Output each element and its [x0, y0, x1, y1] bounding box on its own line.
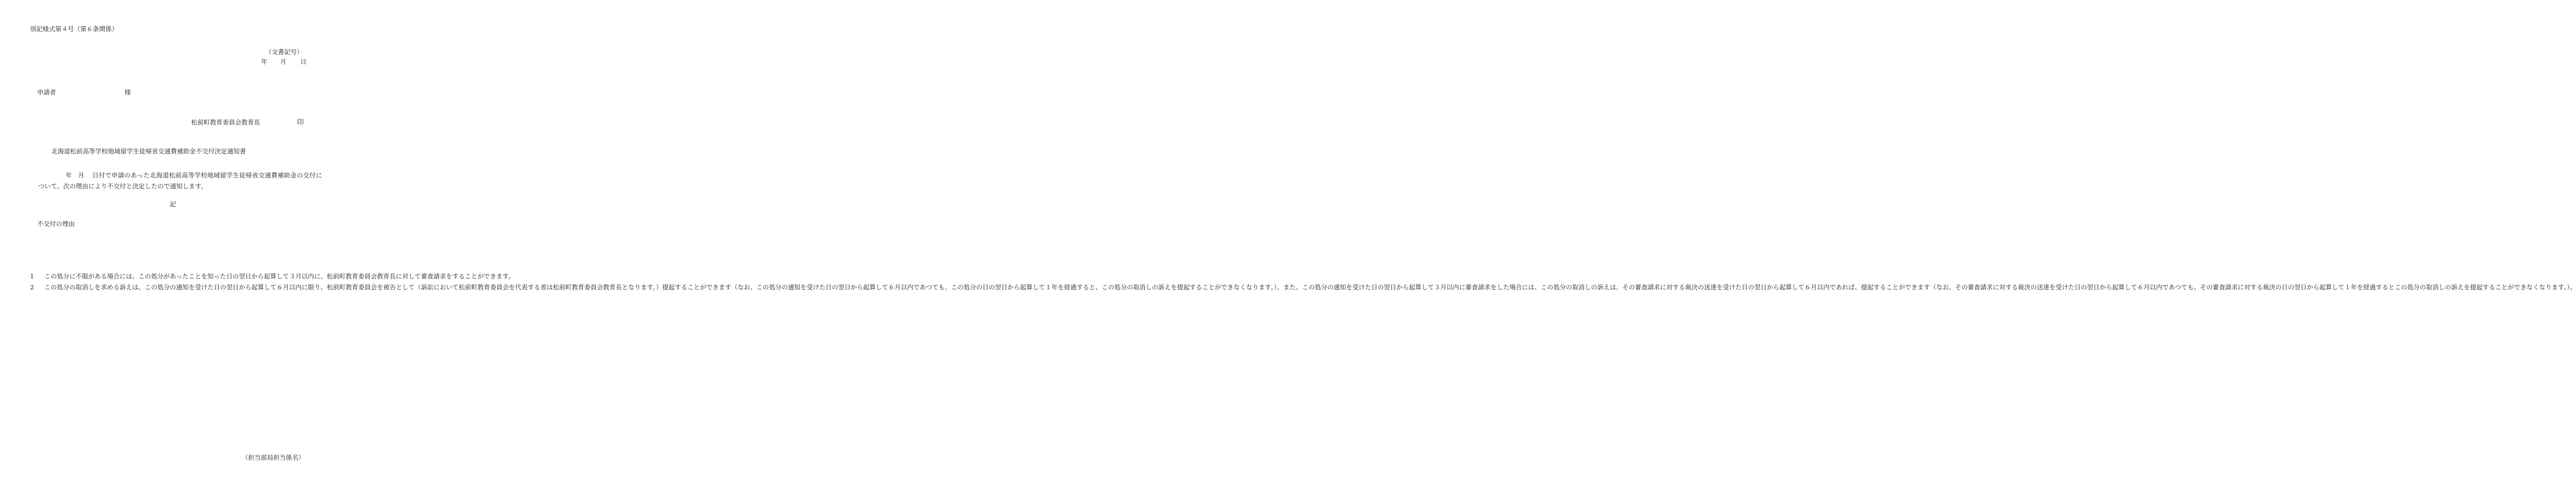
recipient-label: 申請者	[37, 88, 56, 96]
date-year: 年	[261, 58, 268, 66]
notes-list	[30, 271, 2576, 293]
note-number: 1	[30, 272, 34, 280]
note-number: 2	[30, 283, 34, 291]
note-item	[30, 271, 515, 282]
document-number: （文書記号）	[265, 48, 303, 56]
document-title: 北海道松前高等学校地域留学生徒帰省交通費補助金不交付決定通知書	[51, 147, 246, 155]
note-text: この処分の取消しを求める訴えは、この処分の通知を受けた日の翌日から起算して６月以内に限り、松前町教育委員会を被告として（訴訟において松前町教育委員会を代表する者は松前町教育委員会教育長となります。）提起することができます（なお、この処分の通知を受けた日の翌日から起算して６月以内であつても、この処分の日の翌日から起算して１年を経過すると、この処分の取消しの訴えを提起することができなくなります。）。また、この処分の通知を受けた日の翌日から起算して３月以内に審査請求をした場合には、この処分の取消しの訴えは、その審査請求に対する裁決の送達を受けた日の翌日から起算して６月以内であれば、提起することができます（なお、その審査請求に対する裁決の送達を受けた日の翌日から起算して６月以内であつても、その審査請求に対する裁決の日の翌日から起算して１年を経過するとこの処分の取消しの訴えを提起することができなくなります。）。	[44, 283, 2576, 291]
body-text: 日付で申請のあった北海道松前高等学校地域留学生徒帰省交通費補助金の交付について、次の理由により不交付と決定したので通知します。	[38, 171, 322, 190]
recipient-honorific: 様	[124, 88, 131, 96]
department-name: （担当部局担当係名）	[242, 454, 305, 461]
note-item	[30, 282, 2576, 293]
body-month: 月	[78, 171, 85, 179]
note-text: この処分に不服がある場合には、この処分があったことを知った日の翌日から起算して３月以内に、松前町教育委員会教育長に対して審査請求をすることができます。	[44, 272, 515, 280]
body-paragraph	[38, 170, 322, 192]
ki-heading: 記	[170, 200, 176, 208]
date-day: 日	[300, 58, 307, 66]
body-year: 年	[66, 171, 72, 179]
issuer-name: 松前町教育委員会教育長	[191, 118, 260, 126]
form-number: 別記様式第４号（第６条関係）	[30, 25, 118, 33]
reason-label: 不交付の理由	[37, 220, 75, 228]
seal-mark: 印	[297, 118, 304, 126]
date-month: 月	[280, 58, 287, 66]
